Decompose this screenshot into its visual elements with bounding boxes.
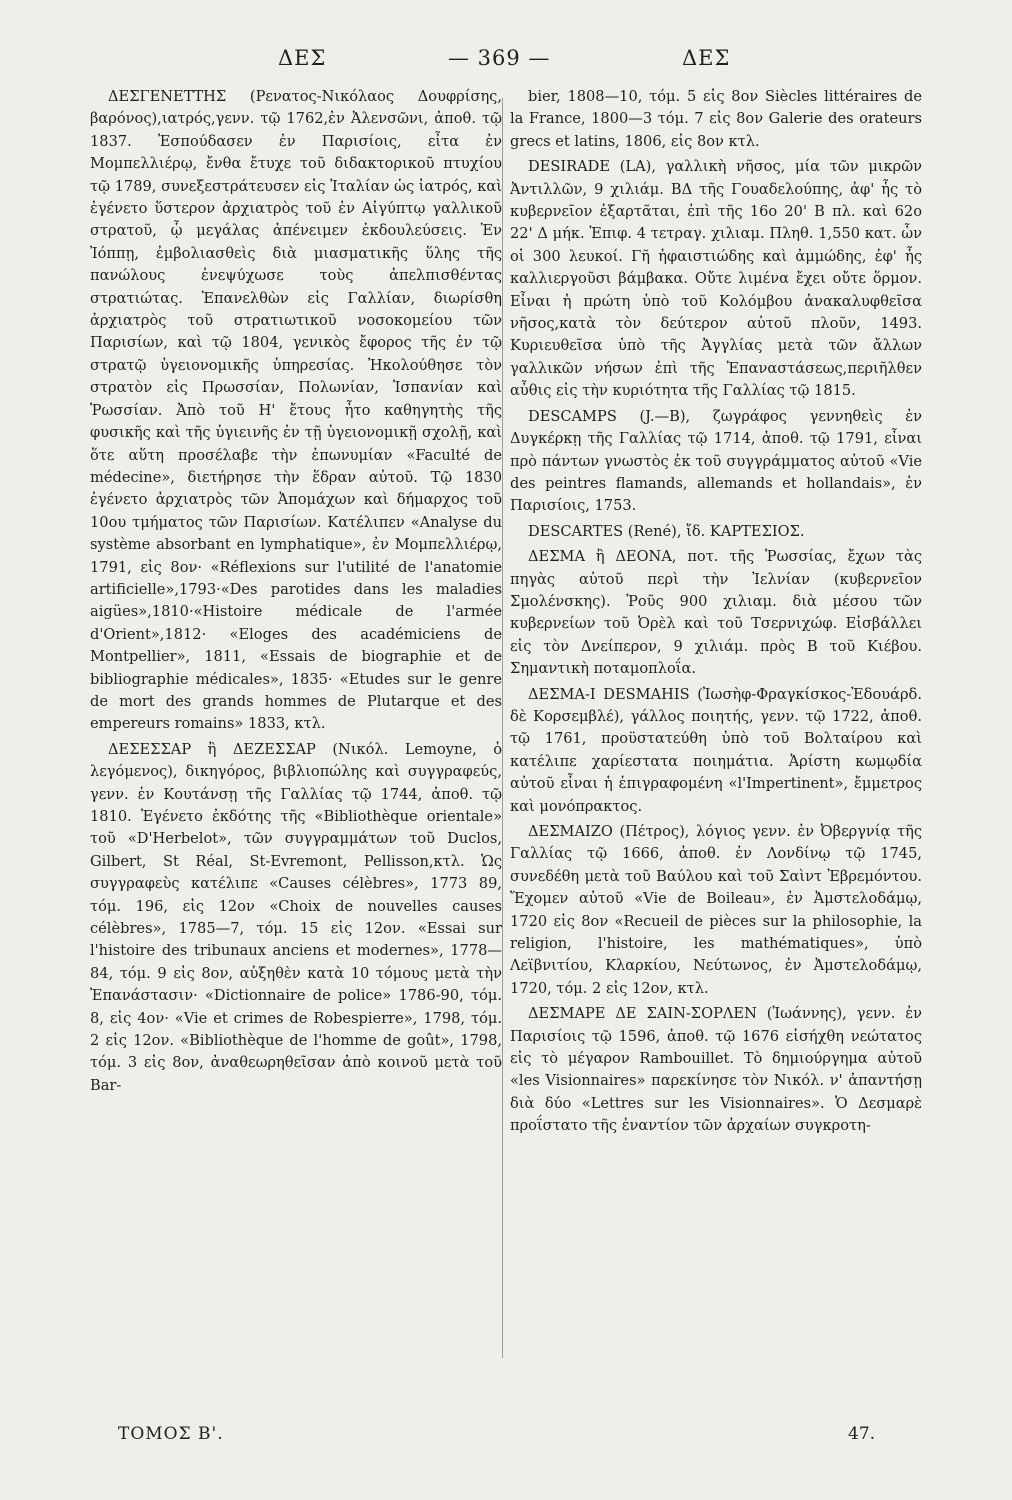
entry-desessarts: ΔΕΣΕΣΣΑΡ ἢ ΔΕΖΕΣΣΑΡ (Νικόλ. Lemoyne, ὁ λεγόμενος), δικηγόρος, βιβλιοπώλης καὶ συγγραφεύς, γενν. ἐν Κουτάνσῃ τῆς Γαλλίας τῷ 1744, ἀποθ. τῷ 1810. Ἐγένετο ἐκδότης τῆς «Bibliothèque orientale» τοῦ «D'Herbelot», τῶν συγγραμμάτων τοῦ Duclos, Gilbert, St Réal, St-Evremont, Pellisson,κτλ. Ὡς συγγραφεὺς κατέλιπε «Causes célèbres», 1773 89, τόμ. 196, εἰς 12ον «Choix de nouvelles causes célèbres», 1785—7, τόμ. 15 εἰς 12ον. «Essai sur l'histoire des tribunaux anciens et modernes», 1778—84, τόμ. 9 εἰς 8ον, αὐξηθὲν κατὰ 10 τόμους μετὰ τὴν Ἐπανάστασιν· «Dictionnaire de police» 1786-90, τόμ. 8, εἰς 4ον· «Vie et crimes de Robespierre», 1798, τόμ. 2 εἰς 12ον. «Bibliothèque de l'homme de goût», 1798, τόμ. 3 εἰς 8ον, ἀναθεωρηθεῖσαν ἀπὸ κοινοῦ μετὰ τοῦ Bar- [90, 740, 502, 1094]
entry-continuation: bier, 1808—10, τόμ. 5 εἰς 8ον Siècles littéraires de la France, 1800—3 τόμ. 7 εἰς 8ον Galerie des orateurs grecs et latins, 1806, εἰς 8ον κτλ. [510, 88, 922, 150]
running-header-left: ΔΕΣ [278, 46, 327, 70]
running-header-right: ΔΕΣ [682, 46, 731, 70]
entry-desmarets: ΔΕΣΜΑΡΕ ΔΕ ΣΑΙΝ-ΣΟΡΛΕΝ (Ἰωάννης), γενν. ἐν Παρισίοις τῷ 1596, ἀποθ. τῷ 1676 εἰσήχθη νεώτατος εἰς τὸ μέγαρον Rambouillet. Τὸ δημιούργημα αὐτοῦ «les Visionnaires» παρεκίνησε τὸν Νικόλ. ν' ἀπαντήσῃ διὰ δύο «Lettres sur les Visionnaires». Ὁ Δεσμαρὲ προΐστατο τῆς ἐναντίον τῶν ἀρχαίων συγκροτη- [510, 1005, 922, 1135]
left-column [90, 86, 502, 1097]
entry-desmaizeaux: ΔΕΣΜΑΙΖΟ (Πέτρος), λόγιος γενν. ἐν Ὀβεργνίᾳ τῆς Γαλλίας τῷ 1666, ἀποθ. ἐν Λονδίνῳ τῷ 1745, συνεδέθη μετὰ τοῦ Βαύλου καὶ τοῦ Σαὶντ Ἐβρεμόντου. Ἔχομεν αὐτοῦ «Vie de Boileau», ἐν Ἀμστελοδάμῳ, 1720 εἰς 8ον «Recueil de pièces sur la philosophie, la religion, l'histoire, les mathématiques», ὑπὸ Λεϊβνιτίου, Κλαρκίου, Νεύτωνος, ἐν Ἀμστελοδάμῳ, 1720, τόμ. 2 εἰς 12ον, κτλ. [510, 823, 922, 997]
entry-desirade: DESIRADE (LA), γαλλικὴ νῆσος, μία τῶν μικρῶν Ἀντιλλῶν, 9 χιλιάμ. ΒΔ τῆς Γουαδελούπης, ἀφ' ἧς τὸ κυβερνεῖον ἐξαρτᾶται, ἐπὶ τῆς 16ο 20' Β πλ. καὶ 62ο 22' Δ μήκ. Ἐπιφ. 4 τετραγ. χιλιαμ. Πληθ. 1,550 κατ. ὧν οἱ 300 λευκοί. Γῆ ἡφαιστιώδης καὶ ἀμμώδης, ἐφ' ἧς καλλιεργοῦσι βάμβακα. Οὔτε λιμένα ἔχει οὔτε ὅρμον. Εἶναι ἡ πρώτη ὑπὸ τοῦ Κολόμβου ἀνακαλυφθεῖσα νῆσος,κατὰ τὸν δεύτερον αὐτοῦ πλοῦν, 1493. Κυριευθεῖσα ὑπὸ τῆς Ἀγγλίας μετὰ τῶν ἄλλων γαλλικῶν νήσων ἐπὶ τῆς Ἐπαναστάσεως,περιῆλθεν αὖθις εἰς τὴν κυριότητα τῆς Γαλλίας τῷ 1815. [510, 158, 922, 400]
entry-desgenettes: ΔΕΣΓΕΝΕΤΤΗΣ (Ρενατος-Νικόλαος Δουφρίσης, βαρόνος),ιατρός,γενν. τῷ 1762,ἐν Ἀλενσῶνι, ἀποθ. τῷ 1837. Ἐσπούδασεν ἐν Παρισίοις, εἶτα ἐν Μομπελλιέρῳ, ἔνθα ἔτυχε τοῦ διδακτορικοῦ πτυχίου τῷ 1789, συνεξεστράτευσεν εἰς Ἰταλίαν ὡς ἰατρός, καὶ ἐγένετο ὕστερον ἀρχιατρὸς τοῦ ἐν Αἰγύπτῳ γαλλικοῦ στρατοῦ, ᾧ μεγάλας ἀπένειμεν ἐκδουλεύσεις. Ἐν Ἰόππῃ, ἐμβολιασθεὶς διὰ μιασματικῆς ὕλης τῆς πανώλους ἐνεψύχωσε τοὺς ἀπελπισθέντας στρατιώτας. Ἐπανελθὼν εἰς Γαλλίαν, διωρίσθη ἀρχιατρὸς τοῦ στρατιωτικοῦ νοσοκομείου τῶν Παρισίων, καὶ τῷ 1804, γενικὸς ἔφορος τῆς ἐν τῷ στρατῷ ὑγειονομικῆς ὑπηρεσίας. Ἠκολούθησε τὸν στρατὸν εἰς Πρωσσίαν, Πολωνίαν, Ἱσπανίαν καὶ Ῥωσσίαν. Ἀπὸ τοῦ Η' ἔτους ἦτο καθηγητὴς τῆς φυσικῆς καὶ τῆς ὑγιεινῆς ἐν τῇ ὑγειονομικῇ σχολῇ, καὶ ὅτε αὕτη προσέλαβε τὴν ἐπωνυμίαν «Faculté de médecine», διετήρησε τὴν ἕδραν αὐτοῦ. Τῷ 1830 ἐγένετο ἀρχιατρὸς τῶν Ἀπομάχων καὶ δήμαρχος τοῦ 10ου τμήματος τῶν Παρισίων. Κατέλιπεν «Analyse du système absorbant en lymphatique», ἐν Μομπελλιέρῳ, 1791, εἰς 8ον· «Réflexions sur l'utilité de l'anatomie artificielle»,1793·«Des parotides dans les maladies aigües»,1810·«Histoire médicale de l'armée d'Orient»,1812· «Eloges des académiciens de Montpellier», 1811, «Essais de biographie et de bibliographie médicales», 1835· «Etudes sur le genre de mort des grands hommes de Plutarque et des empereurs romains» 1833, κτλ. [90, 88, 502, 733]
volume-label: ΤΟΜΟΣ Β'. [118, 1424, 224, 1444]
entry-descartes: DESCARTES (René), ἴδ. ΚΑΡΤΕΣΙΟΣ. [528, 522, 805, 540]
signature-mark: 47. [848, 1424, 876, 1444]
entry-desma: ΔΕΣΜΑ ἢ ΔΕΟΝΑ, ποτ. τῆς Ῥωσσίας, ἔχων τὰς πηγὰς αὐτοῦ περὶ τὴν Ἰελνίαν (κυβερνεῖον Σμολένσκης). Ῥοῦς 900 χιλιαμ. διὰ μέσου τῶν κυβερνείων τοῦ Ὀρὲλ καὶ τοῦ Τσερνιχώφ. Εἰσβάλλει εἰς τὸν Δνείπερον, 9 χιλιάμ. πρὸς Β τοῦ Κιέβου. Σημαντικὴ ποταμοπλοΐα. [510, 548, 922, 678]
right-column [510, 86, 922, 1138]
entry-desmahis: ΔΕΣΜΑ-Ι DESMAHIS (Ἰωσὴφ-Φραγκίσκος-Ἐδουάρδ. δὲ Κορσεμβλέ), γάλλος ποιητής, γενν. τῷ 1722, ἀποθ. τῷ 1761, προϋστατεύθη ὑπὸ τοῦ Βολταίρου καὶ κατέλιπε χαρίεστατα ποιημάτια. Ἀρίστη κωμῳδία αὐτοῦ εἶναι ἡ ἐπιγραφομένη «l'Impertinent», ἔμμετρος καὶ μονόπρακτος. [510, 685, 922, 815]
page-number: — 369 — [448, 46, 551, 70]
column-divider [502, 98, 503, 1358]
entry-descamps: DESCAMPS (J.—B), ζωγράφος γεννηθεὶς ἐν Δυγκέρκῃ τῆς Γαλλίας τῷ 1714, ἀποθ. τῷ 1791, εἶναι πρὸ πάντων γνωστὸς ἐκ τοῦ συγγράμματος αὐτοῦ «Vie des peintres flamands, allemands et hollandais», ἐν Παρισίοις, 1753. [510, 407, 922, 515]
